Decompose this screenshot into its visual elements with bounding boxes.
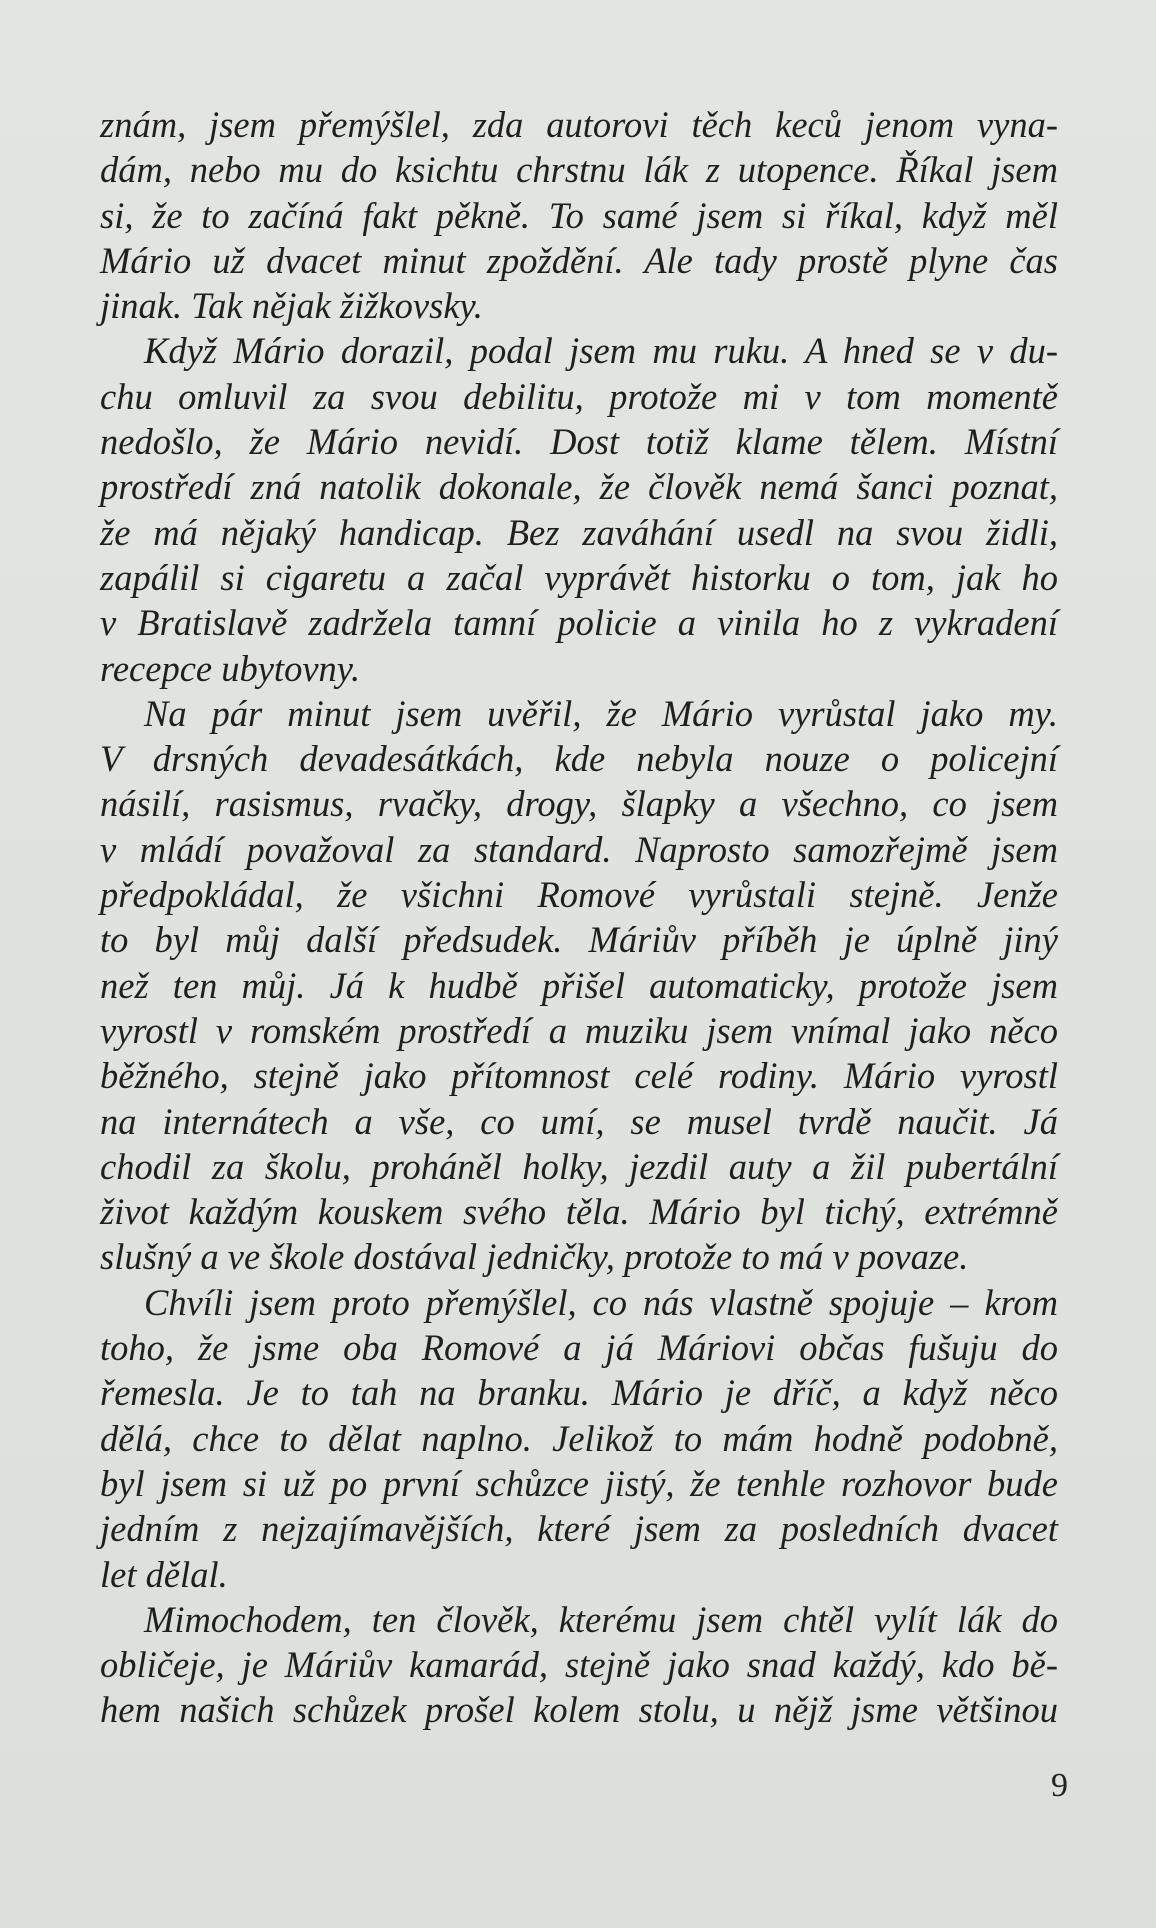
text-line: zapálil si cigaretu a začal vyprávět historku o tom, jak ho [100,556,1058,598]
text-line: než ten můj. Já k hudbě přišel automaticky, protože jsem [100,964,1058,1006]
text-line: dám, nebo mu do ksichtu chrstnu lák z utopence. Říkal jsem [100,149,1058,191]
text-line: předpokládal, že všichni Romové vyrůstali stejně. Jenže [100,874,1058,916]
text-line: vyrostl v romském prostředí a muziku jsem vnímal jako něco [100,1009,1058,1051]
text-line: jedním z nejzajímavějších, které jsem za posledních dvacet [100,1508,1058,1550]
text-line: dělá, chce to dělat naplno. Jelikož to mám hodně podobně, [100,1417,1058,1459]
body-text [100,102,1058,1733]
text-line: slušný a ve škole dostával jedničky, protože to má v povaze. [100,1236,969,1278]
text-line: chodil za školu, proháněl holky, jezdil auty a žil pubertální [100,1145,1058,1187]
text-line: běžného, stejně jako přítomnost celé rodiny. Mário vyrostl [100,1055,1058,1097]
text-line: násilí, rasismus, rvačky, drogy, šlapky a všechno, co jsem [100,783,1058,825]
text-line: recepce ubytovny. [100,647,361,689]
text-line: obličeje, je Máriův kamarád, stejně jako snad každý, kdo bě- [100,1644,1058,1686]
text-line: znám, jsem přemýšlel, zda autorovi těch keců jenom vyna- [100,104,1058,145]
text-line: v Bratislavě zadržela tamní policie a vinila ho z vykradení [100,602,1058,644]
text-line: jinak. Tak nějak žižkovsky. [100,285,483,327]
text-line: Mimochodem, ten člověk, kterému jsem chtěl vylít lák do [144,1598,1058,1640]
text-line: Na pár minut jsem uvěřil, že Mário vyrůstal jako my. [144,692,1058,734]
text-line: nedošlo, že Mário nevidí. Dost totiž klame tělem. Místní [100,421,1058,463]
text-line: to byl můj další předsudek. Máriův příběh je úplně jiný [100,919,1058,961]
text-line: let dělal. [100,1553,228,1595]
page-number: 9 [1051,1767,1068,1804]
text-line: Mário už dvacet minut zpoždění. Ale tady prostě plyne čas [100,239,1058,281]
text-line: toho, že jsme oba Romové a já Máriovi občas fušuju do [100,1327,1058,1369]
text-line: V drsných devadesátkách, kde nebyla nouze o policejní [100,738,1058,780]
text-line: Chvíli jsem proto přemýšlel, co nás vlastně spojuje – krom [144,1281,1058,1323]
text-line: si, že to začíná fakt pěkně. To samé jsem si říkal, když měl [100,194,1058,236]
text-line: v mládí považoval za standard. Naprosto samozřejmě jsem [100,828,1058,870]
text-line: život každým kouskem svého těla. Mário byl tichý, extrémně [100,1191,1058,1233]
text-line: že má nějaký handicap. Bez zaváhání usedl na svou židli, [100,511,1058,553]
text-line: Když Mário dorazil, podal jsem mu ruku. A hned se v du- [144,330,1058,372]
text-line: prostředí zná natolik dokonale, že člověk nemá šanci poznat, [100,466,1058,508]
text-line: řemesla. Je to tah na branku. Mário je dříč, a když něco [100,1372,1058,1414]
text-line: hem našich schůzek prošel kolem stolu, u nějž jsme většinou [100,1689,1058,1731]
text-line: chu omluvil za svou debilitu, protože mi v tom momentě [100,375,1058,417]
text-line: na internátech a vše, co umí, se musel tvrdě naučit. Já [100,1100,1058,1142]
text-line: byl jsem si už po první schůzce jistý, že tenhle rozhovor bude [100,1462,1058,1504]
